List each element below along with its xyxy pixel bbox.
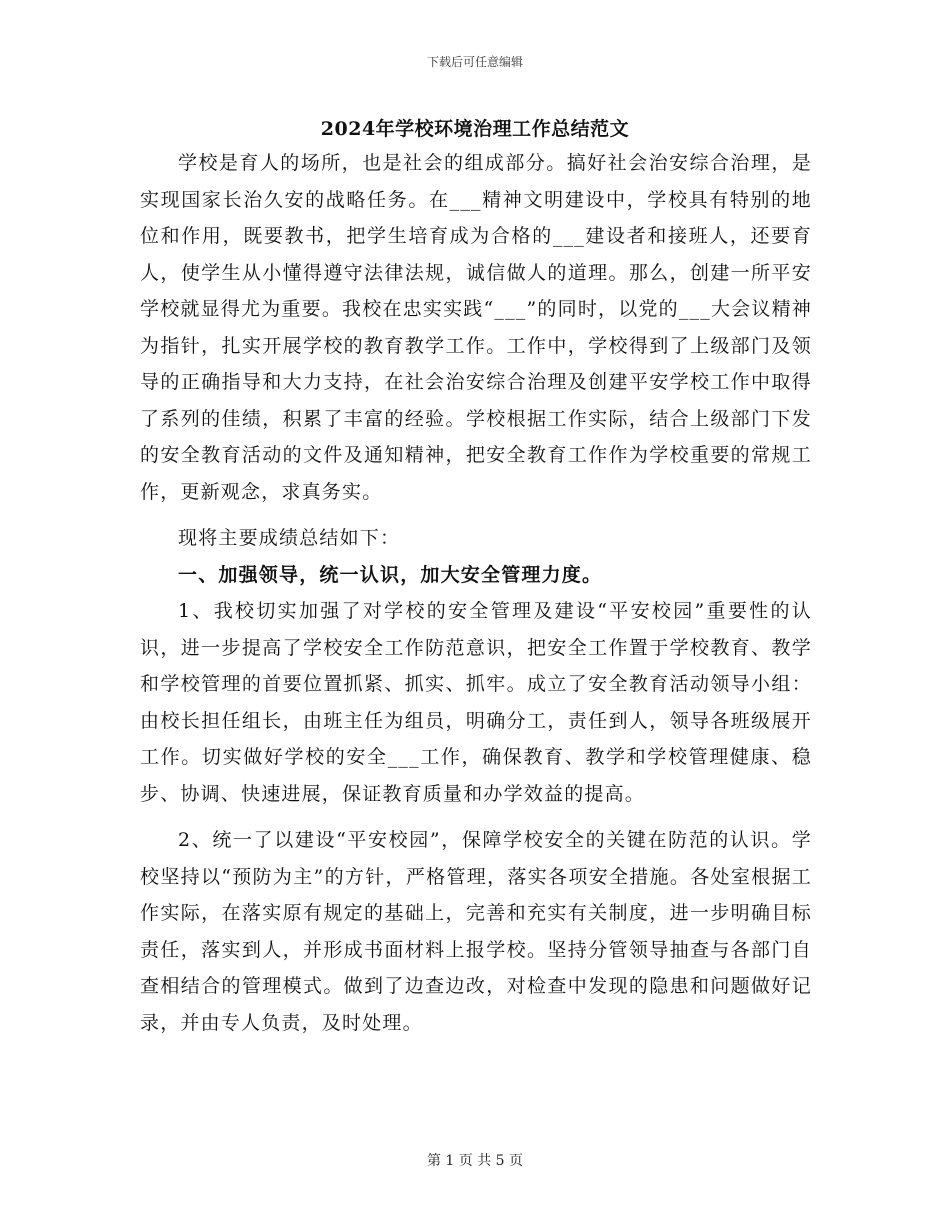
page-number-footer: 第 1 页 共 5 页 (426, 1153, 524, 1169)
document-title: 2024年学校环境治理工作总结范文 (320, 118, 630, 140)
header-note: 下载后可任意编辑 (426, 55, 523, 69)
section-heading: 一、加强领导，统一认识，加大安全管理力度。 (178, 563, 603, 586)
item-paragraph-2: 2、统一了以建设“平安校园”，保障学校安全的关键在防范的认识。学校坚持以“预防为主”的方针，严格管理，落实各项安全措施。各处室根据工作实际，在落实原有规定的基础上，完善和充实有关制度，进一步明确目标责任，落实到人，并形成书面材料上报学校。坚持分管领导抽查与各部门自查相结合的管理模式。做到了边查边改，对检查中发现的隐患和问题做好记录，并由专人负责，及时处理。 (140, 829, 812, 1034)
document-body (140, 145, 812, 1041)
intro-paragraph: 学校是育人的场所，也是社会的组成部分。搞好社会治安综合治理，是实现国家长治久安的战略任务。在___精神文明建设中，学校具有特别的地位和作用，既要教书，把学生培育成为合格的___建设者和接班人，还要育人，使学生从小懂得遵守法律法规，诚信做人的道理。那么，创建一所平安学校就显得尤为重要。我校在忠实实践“___”的同时，以党的___大会议精神为指针，扎实开展学校的教育教学工作。工作中，学校得到了上级部门及领导的正确指导和大力支持，在社会治安综合治理及创建平安学校工作中取得了系列的佳绩，积累了丰富的经验。学校根据工作实际，结合上级部门下发的安全教育活动的文件及通知精神，把安全教育工作作为学校重要的常规工作，更新观念，求真务实。 (140, 152, 812, 503)
item-paragraph-1: 1、我校切实加强了对学校的安全管理及建设“平安校园”重要性的认识，进一步提高了学校安全工作防范意识，把安全工作置于学校教育、教学和学校管理的首要位置抓紧、抓实、抓牢。成立了安全教育活动领导小组：由校长担任组长，由班主任为组员，明确分工，责任到人，领导各班级展开工作。切实做好学校的安全___工作，确保教育、教学和学校管理健康、稳步、协调、快速进展，保证教育质量和办学效益的提高。 (140, 600, 812, 805)
summary-lead-paragraph: 现将主要成绩总结如下： (178, 527, 401, 549)
